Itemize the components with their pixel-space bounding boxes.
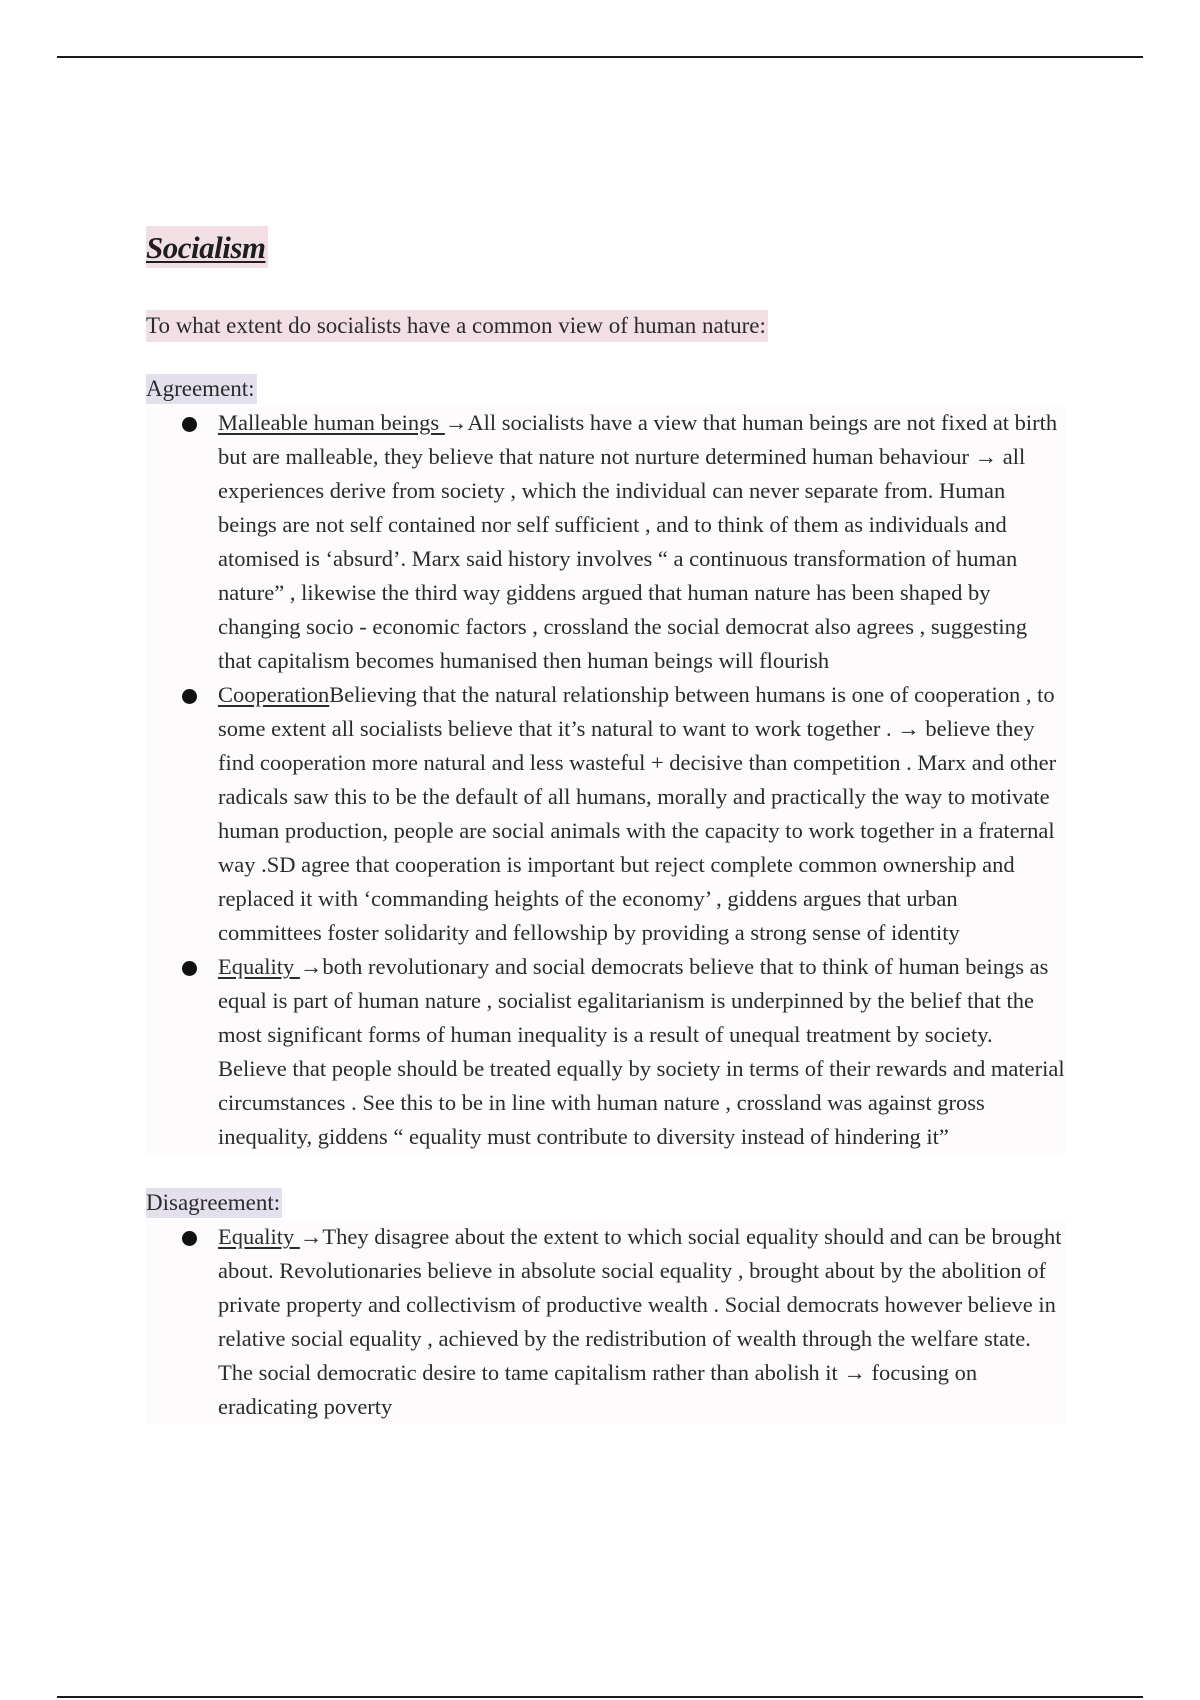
title-row xyxy=(146,226,1066,268)
document-body xyxy=(146,226,1066,1424)
bullet-icon xyxy=(182,689,197,704)
point-term: Equality xyxy=(218,954,300,979)
point-term: Malleable human beings xyxy=(218,410,445,435)
essay-question: To what extent do socialists have a common view of human nature: xyxy=(146,310,768,342)
list-item xyxy=(146,678,1066,950)
point-text: Believing that the natural relationship between humans is one of cooperation , to some extent all socialists believe that it’s natural to want to work together . → believe they find cooperation more natural and less wasteful + decisive than competition . Marx and other radicals saw this to be the default of all humans, morally and practically the way to motivate human production, people are social animals with the capacity to work together in a fraternal way .SD agree that cooperation is important but reject complete common ownership and replaced it with ‘commanding heights of the economy’ , giddens argues that urban committees foster solidarity and fellowship by providing a strong sense of identity xyxy=(218,682,1057,945)
list-item xyxy=(146,1220,1066,1424)
top-rule xyxy=(57,56,1143,58)
point-text: →All socialists have a view that human beings are not fixed at birth but are malleable, they believe that nature not nurture determined human behaviour → all experiences derive from society , which the individual can never separate from. Human beings are not self contained nor self sufficient , and to think of them as individuals and atomised is ‘absurd’. Marx said history involves “ a continuous transformation of human nature” , likewise the third way giddens argued that human nature has been shaped by changing socio - economic factors , crossland the social democrat also agrees , suggesting that capitalism becomes humanised then human beings will flourish xyxy=(218,410,1058,673)
agreement-section xyxy=(146,342,1066,1154)
point-text: →They disagree about the extent to which social equality should and can be brought about. Revolutionaries believe in absolute social equality , brought about by the abolition of private property and collectivism of productive wealth . Social democrats however believe in relative social equality , achieved by the redistribution of wealth through the welfare state. The social democratic desire to tame capitalism rather than abolish it → focusing on eradicating poverty xyxy=(218,1224,1062,1419)
list-item xyxy=(146,406,1066,678)
disagreement-section xyxy=(146,1154,1066,1424)
point-term: Cooperation xyxy=(218,682,330,707)
bullet-icon xyxy=(182,1231,197,1246)
point-term: Equality xyxy=(218,1224,300,1249)
disagreement-list xyxy=(146,1220,1066,1424)
agreement-heading: Agreement: xyxy=(146,374,257,404)
disagreement-heading: Disagreement: xyxy=(146,1188,282,1218)
bullet-icon xyxy=(182,417,197,432)
list-item xyxy=(146,950,1066,1154)
agreement-list xyxy=(146,406,1066,1154)
question-row xyxy=(146,268,1066,342)
bullet-icon xyxy=(182,961,197,976)
point-text: →both revolutionary and social democrats believe that to think of human beings as equal is part of human nature , socialist egalitarianism is underpinned by the belief that the most significant forms of human inequality is a result of unequal treatment by society. Believe that people should be treated equally by society in terms of their rewards and material circumstances . See this to be in line with human nature , crossland was against gross inequality, giddens “ equality must contribute to diversity instead of hindering it” xyxy=(218,954,1065,1149)
page-title: Socialism xyxy=(146,226,268,268)
bottom-rule xyxy=(57,1696,1143,1698)
